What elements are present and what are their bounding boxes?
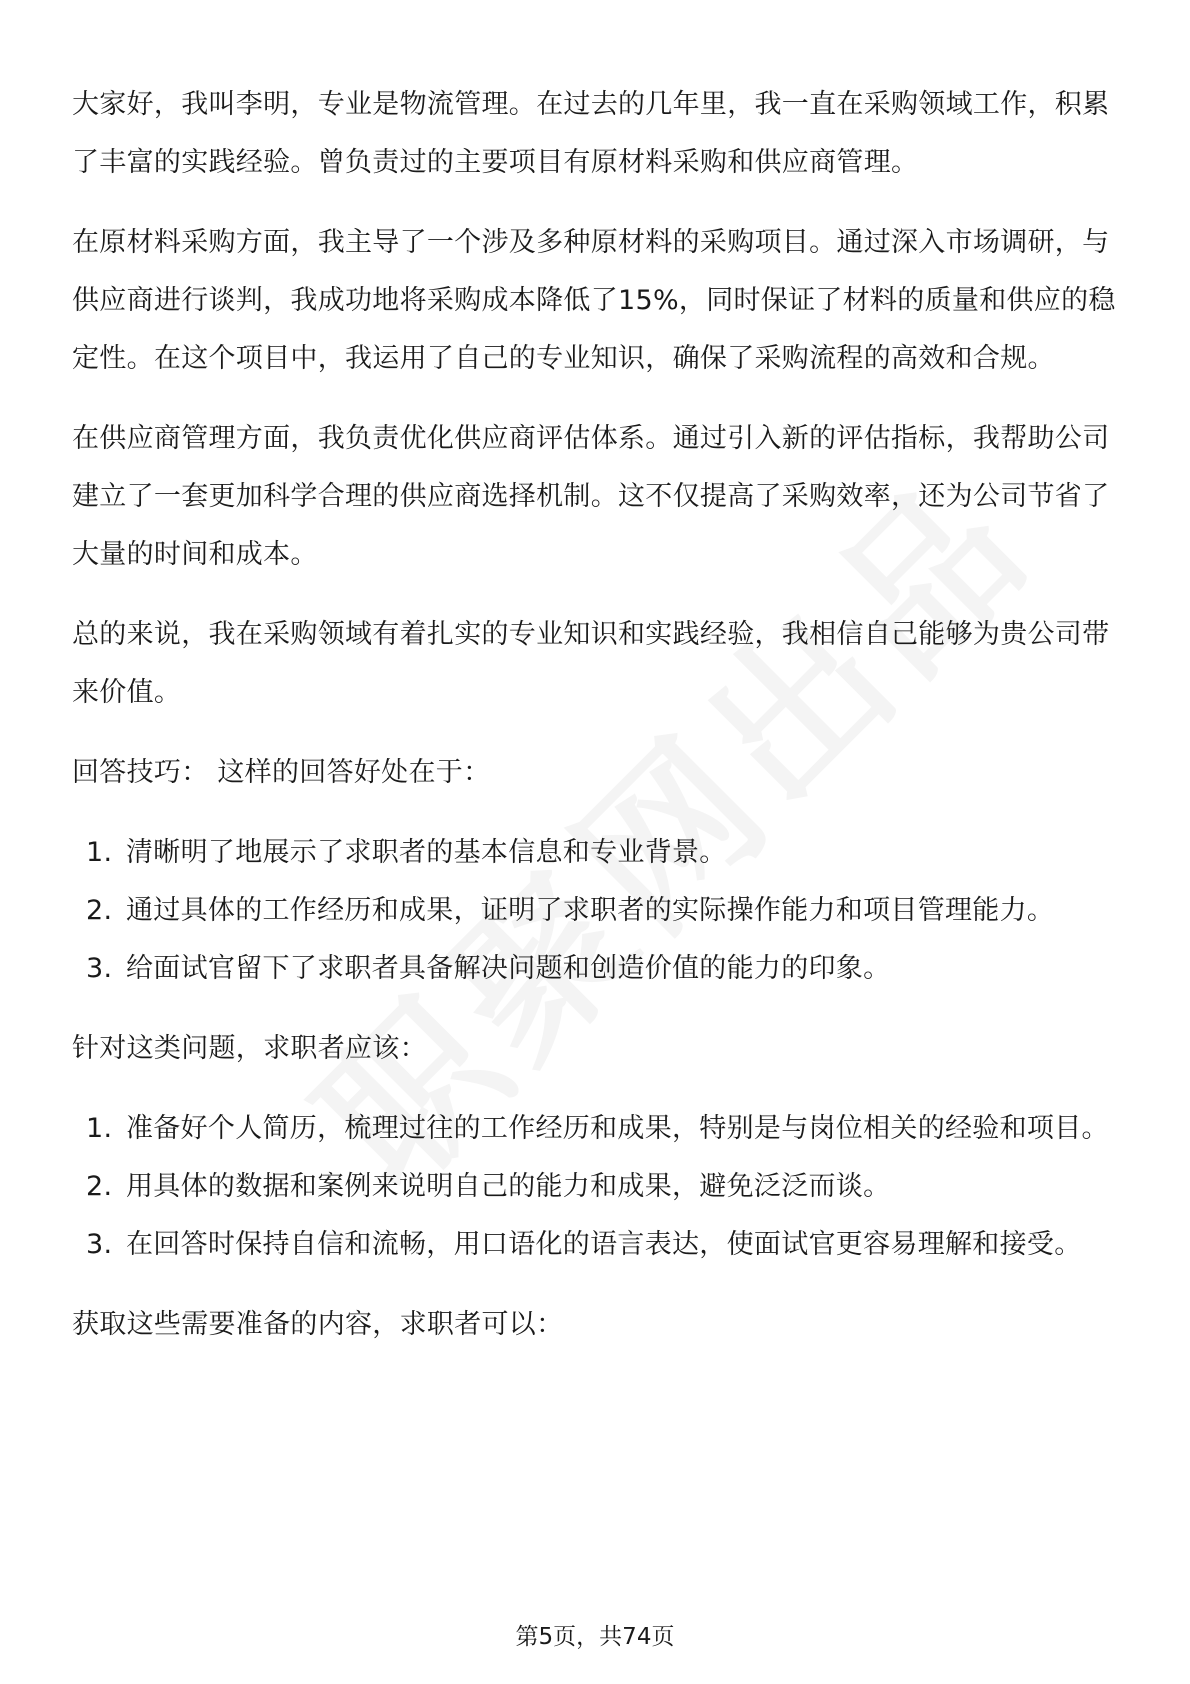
tips-heading: 回答技巧： 这样的回答好处在于：	[72, 757, 491, 788]
list-item	[72, 940, 1118, 998]
list-number: 1.	[86, 1113, 113, 1144]
closing-line: 获取这些需要准备的内容，求职者可以：	[72, 1309, 564, 1340]
page-number: 第5页，共74页	[515, 1624, 675, 1650]
list-item	[72, 882, 1118, 940]
list-text: 准备好个人简历，梳理过往的工作经历和成果，特别是与岗位相关的经验和项目。	[126, 1113, 1109, 1144]
list-number: 2.	[86, 1171, 113, 1202]
list-number: 3.	[86, 1229, 113, 1260]
list-item	[72, 1158, 1118, 1216]
list-item	[72, 1100, 1118, 1158]
list-item	[72, 1216, 1118, 1274]
list-number: 1.	[86, 837, 113, 868]
list-number: 3.	[86, 953, 113, 984]
list-text: 在回答时保持自信和流畅，用口语化的语言表达，使面试官更容易理解和接受。	[126, 1229, 1082, 1260]
list-text: 用具体的数据和案例来说明自己的能力和成果，避免泛泛而谈。	[126, 1171, 891, 1202]
intro-paragraph: 大家好，我叫李明，专业是物流管理。在过去的几年里，我一直在采购领域工作，积累了丰富的实践经验。曾负责过的主要项目有原材料采购和供应商管理。	[72, 89, 1110, 178]
summary-paragraph: 总的来说，我在采购领域有着扎实的专业知识和实践经验，我相信自己能够为贵公司带来价值。	[72, 619, 1110, 708]
advice-heading: 针对这类问题，求职者应该：	[72, 1033, 427, 1064]
list-item	[72, 824, 1118, 882]
advice-list	[72, 1100, 1118, 1274]
list-text: 清晰明了地展示了求职者的基本信息和专业背景。	[126, 837, 727, 868]
document-body	[72, 76, 1118, 1376]
list-text: 通过具体的工作经历和成果，证明了求职者的实际操作能力和项目管理能力。	[126, 895, 1055, 926]
supplier-paragraph: 在供应商管理方面，我负责优化供应商评估体系。通过引入新的评估指标，我帮助公司建立了一套更加科学合理的供应商选择机制。这不仅提高了采购效率，还为公司节省了大量的时间和成本。	[72, 423, 1110, 570]
list-text: 给面试官留下了求职者具备解决问题和创造价值的能力的印象。	[126, 953, 891, 984]
procurement-paragraph: 在原材料采购方面，我主导了一个涉及多种原材料的采购项目。通过深入市场调研，与供应商进行谈判，我成功地将采购成本降低了15%，同时保证了材料的质量和供应的稳定性。在这个项目中，我运用了自己的专业知识，确保了采购流程的高效和合规。	[72, 227, 1116, 374]
tips-list	[72, 824, 1118, 998]
list-number: 2.	[86, 895, 113, 926]
